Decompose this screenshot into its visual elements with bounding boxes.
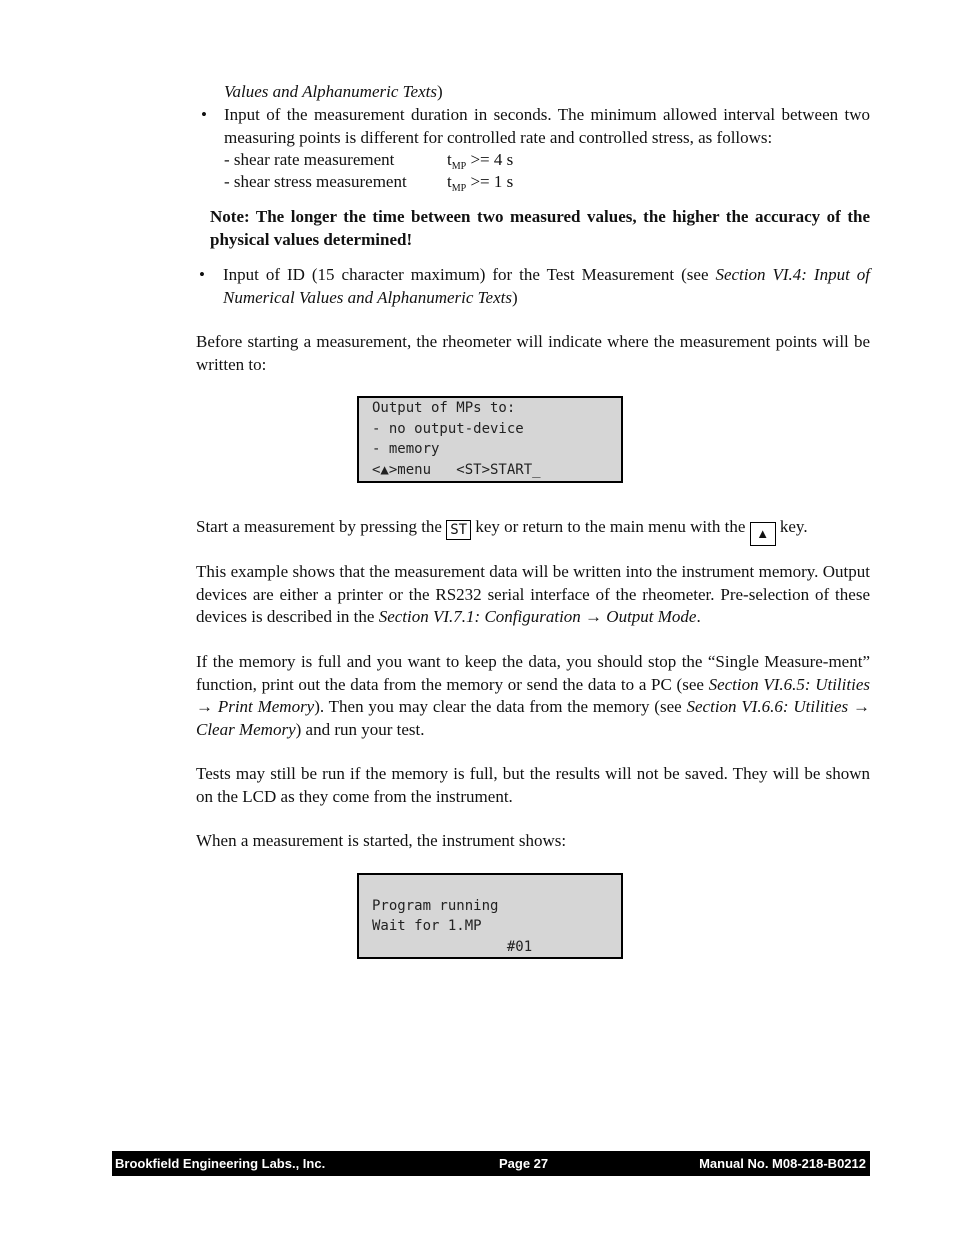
lcd-output-display [357, 396, 623, 483]
t-symbol: t [447, 172, 452, 191]
bullet-2-close: ) [511, 287, 518, 307]
memory-text-1: If the memory is full and you want to keep the data, you should stop the “Single Measure-ment” function, print out the data from the memory or send the data to a PC (see [196, 652, 870, 694]
start-text-3: key. [775, 517, 808, 536]
lcd-line: #01 [372, 938, 533, 955]
bullet-1-glyph: • [201, 105, 207, 124]
st-key-icon: ST [446, 520, 471, 540]
lcd-line: - no output-device [372, 420, 524, 437]
shear-rate-row [224, 149, 394, 172]
lcd-line: Wait for 1.MP [372, 918, 482, 934]
example-paragraph [196, 561, 870, 629]
started-paragraph: When a measurement is started, the instrument shows: [196, 831, 567, 850]
lcd-line [372, 875, 608, 896]
example-text: This example shows that the measurement data will be written into the instrument memory. Output devices are either a printer or the RS232 serial interface of the rheometer. Pre-selection of these devices is described in the [196, 562, 870, 626]
start-text-1: Start a measurement by pressing the [196, 517, 447, 536]
footer-manual-number: Manual No. M08-218-B0212 [699, 1156, 866, 1171]
shear-stress-row [224, 171, 407, 194]
memory-text-2: ). Then you may clear the data from the memory (see [314, 697, 687, 716]
row-label: - shear rate measurement [224, 150, 395, 169]
bullet-2-lead: Input of ID (15 character maximum) for the Test Measurement (see [223, 265, 716, 284]
continuation-close: ) [436, 82, 443, 101]
t-subscript: MP [451, 183, 467, 194]
t-symbol: t [447, 150, 452, 169]
lcd-running-display [357, 873, 623, 959]
start-paragraph [196, 516, 870, 546]
memory-full-paragraph [196, 651, 870, 741]
lcd-line: Output of MPs to: [372, 400, 516, 416]
clear-memory-ref: Section VI.6.6: Utilities → Clear Memory [196, 697, 870, 739]
footer-company: Brookfield Engineering Labs., Inc. [115, 1156, 326, 1171]
example-end: . [696, 607, 701, 626]
footer-page-number: Page 27 [499, 1156, 549, 1171]
lcd-line: - memory [372, 441, 440, 457]
shear-stress-condition [447, 171, 513, 201]
t-subscript: MP [451, 161, 467, 172]
condition-value: >= 1 s [470, 172, 514, 191]
lcd-line: <▲>menu <ST>START_ [372, 461, 541, 478]
bullet-2-ref: Section VI.4: Input of Numerical Values and Alphanumeric Texts [223, 265, 870, 307]
before-start-paragraph: Before starting a measurement, the rheometer will indicate where the measurement points will be written to: [196, 332, 870, 374]
print-memory-ref: Section VI.6.5: Utilities → Print Memory [196, 674, 870, 716]
continuation-ref: Values and Alphanumeric Texts [224, 82, 437, 101]
output-mode-ref: Section VI.7.1: Configuration → Output Mode [378, 607, 697, 626]
row-label: - shear stress measurement [224, 172, 407, 191]
bullet-2-glyph: • [199, 265, 205, 284]
lcd-line: Program running [372, 897, 499, 914]
memory-text-3: ) and run your test. [295, 719, 425, 739]
accuracy-note: Note: The longer the time between two measured values, the higher the accuracy of the physical values determined! [210, 207, 870, 249]
condition-value: >= 4 s [470, 150, 514, 169]
tests-paragraph: Tests may still be run if the memory is full, but the results will not be saved. They will be shown on the LCD as they come from the instrument. [196, 764, 870, 806]
page-footer [112, 1151, 870, 1176]
continuation-line [224, 81, 870, 104]
bullet-1-text: Input of the measurement duration in seconds. The minimum allowed interval between two measuring points is different for controlled rate and controlled stress, as follows: [224, 105, 870, 147]
up-arrow-key-icon: ▲ [750, 522, 776, 546]
start-text-2: key or return to the main menu with the [471, 517, 750, 536]
bullet-2-text [223, 264, 870, 309]
